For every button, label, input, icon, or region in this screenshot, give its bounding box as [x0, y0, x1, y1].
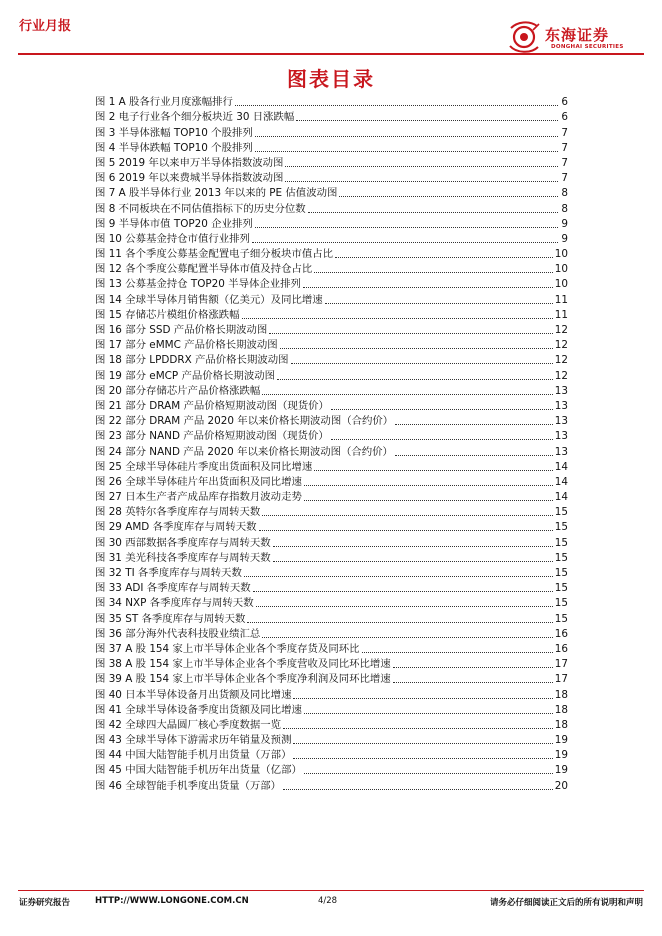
toc-entry-label: 图 6 2019 年以来费城半导体指数波动图	[95, 172, 284, 185]
toc-entry-label: 图 5 2019 年以来申万半导体指数波动图	[95, 156, 284, 169]
toc-entry-page: 10	[554, 248, 568, 261]
toc-entry-page: 15	[554, 521, 568, 534]
toc-entry-label: 图 39 A 股 154 家上市半导体企业各个季度净利润及同环比增速	[95, 673, 391, 686]
toc-entry[interactable]	[95, 549, 568, 564]
toc-entry-label: 图 7 A 股半导体行业 2013 年以来的 PE 估值波动图	[95, 187, 338, 200]
toc-entry[interactable]	[95, 139, 568, 154]
toc-dot-leader	[247, 622, 552, 623]
toc-dot-leader	[314, 272, 553, 273]
toc-entry[interactable]	[95, 716, 568, 731]
toc-dot-leader	[393, 682, 553, 683]
toc-dot-leader	[285, 181, 558, 182]
toc-entry-page: 17	[554, 673, 568, 686]
toc-dot-leader	[304, 773, 553, 774]
toc-dot-leader	[262, 637, 552, 638]
toc-entry[interactable]	[95, 594, 568, 609]
toc-dot-leader	[308, 212, 558, 213]
toc-dot-leader	[296, 120, 558, 121]
toc-entry-label: 图 25 全球半导体硅片季度出货面积及同比增速	[95, 460, 313, 473]
toc-entry-label: 图 41 全球半导体设备季度出货额及同比增速	[95, 703, 302, 716]
toc-entry[interactable]	[95, 230, 568, 245]
toc-entry-page: 9	[561, 232, 568, 245]
toc-entry-label: 图 35 ST 各季度库存与周转天数	[95, 612, 246, 625]
toc-entry-page: 13	[554, 399, 568, 412]
toc-entry-page: 7	[561, 141, 568, 154]
toc-entry[interactable]	[95, 533, 568, 548]
toc-entry[interactable]	[95, 245, 568, 260]
toc-entry-label: 图 1 A 股各行业月度涨幅排行	[95, 96, 233, 109]
toc-entry-page: 12	[554, 324, 568, 336]
toc-dot-leader	[304, 713, 553, 714]
donghai-logo-icon	[507, 20, 541, 54]
toc-entry[interactable]	[95, 154, 568, 169]
toc-entry-page: 7	[561, 156, 568, 169]
toc-entry-page: 7	[561, 172, 568, 185]
toc-entry-label: 图 18 部分 LPDDRX 产品价格长期波动图	[95, 354, 289, 367]
toc-dot-leader	[273, 546, 553, 547]
toc-entry[interactable]	[95, 108, 568, 123]
toc-entry[interactable]	[95, 442, 568, 457]
toc-dot-leader	[259, 530, 553, 531]
toc-dot-leader	[283, 728, 553, 729]
toc-entry-label: 图 33 ADI 各季度库存与周转天数	[95, 582, 251, 595]
toc-entry-label: 图 27 日本生产者产成品库存指数月波动走势	[95, 491, 302, 504]
toc-entry-page: 19	[554, 734, 568, 747]
toc-dot-leader	[293, 743, 552, 744]
toc-dot-leader	[273, 561, 553, 562]
toc-dot-leader	[325, 303, 553, 304]
toc-dot-leader	[269, 333, 552, 334]
toc-entry-label: 图 19 部分 eMCP 产品价格长期波动图	[95, 369, 275, 382]
toc-entry-label: 图 17 部分 eMMC 产品价格长期波动图	[95, 339, 278, 352]
toc-entry-label: 图 30 西部数据各季度库存与周转天数	[95, 536, 271, 549]
toc-entry-page: 14	[554, 491, 568, 504]
toc-entry-label: 图 14 全球半导体月销售额（亿美元）及同比增速	[95, 293, 323, 306]
toc-dot-leader	[280, 348, 553, 349]
toc-entry-label: 图 23 部分 NAND 产品价格短期波动图（现货价）	[95, 430, 329, 443]
toc-dot-leader	[393, 667, 553, 668]
toc-entry-page: 15	[554, 612, 568, 625]
toc-entry-page: 18	[554, 688, 568, 701]
toc-entry-page: 11	[554, 308, 568, 321]
toc-entry-label: 图 32 TI 各季度库存与周转天数	[95, 567, 242, 579]
toc-entry[interactable]	[95, 746, 568, 761]
toc-entry-page: 19	[554, 764, 568, 777]
toc-entry[interactable]	[95, 169, 568, 184]
toc-entry-page: 14	[554, 460, 568, 473]
toc-dot-leader	[262, 394, 552, 395]
toc-entry-page: 20	[554, 779, 568, 792]
toc-entry[interactable]	[95, 518, 568, 533]
toc-entry-label: 图 15 存储芯片模组价格涨跌幅	[95, 308, 240, 321]
toc-entry-label: 图 12 各个季度公募配置半导体市值及持仓占比	[95, 263, 313, 276]
toc-entry-label: 图 13 公募基金持仓 TOP20 半导体企业排列	[95, 278, 301, 291]
toc-entry[interactable]	[95, 761, 568, 776]
toc-entry[interactable]	[95, 412, 568, 427]
toc-entry-page: 17	[554, 658, 568, 671]
toc-entry-label: 图 37 A 股 154 家上市半导体企业各个季度存货及同环比	[95, 642, 360, 655]
toc-entry-page: 15	[554, 506, 568, 519]
toc-entry-label: 图 31 美光科技各季度库存与周转天数	[95, 551, 271, 564]
toc-entry-label: 图 24 部分 NAND 产品 2020 年以来价格长期波动图（合约价）	[95, 445, 393, 458]
toc-entry-page: 16	[554, 627, 568, 640]
toc-entry[interactable]	[95, 670, 568, 685]
footer-website-link[interactable]: HTTP://WWW.LONGONE.COM.CN	[95, 896, 249, 906]
toc-entry[interactable]	[95, 336, 568, 351]
toc-dot-leader	[244, 576, 553, 577]
toc-entry[interactable]	[95, 655, 568, 670]
toc-dot-leader	[331, 439, 553, 440]
toc-dot-leader	[283, 789, 553, 790]
toc-dot-leader	[277, 379, 553, 380]
toc-dot-leader	[235, 105, 558, 106]
toc-entry-label: 图 4 半导体跌幅 TOP10 个股排列	[95, 141, 253, 154]
toc-entry-page: 7	[561, 126, 568, 139]
section-label: 行业月报	[19, 19, 72, 34]
toc-entry-page: 9	[561, 217, 568, 230]
toc-entry[interactable]	[95, 427, 568, 442]
toc-entry-page: 15	[554, 567, 568, 579]
toc-entry-label: 图 16 部分 SSD 产品价格长期波动图	[95, 324, 268, 336]
toc-entry[interactable]	[95, 458, 568, 473]
company-logo	[507, 20, 647, 56]
toc-entry-label: 图 44 中国大陆智能手机月出货量（万部）	[95, 749, 292, 762]
toc-entry-page: 19	[554, 749, 568, 762]
toc-entry-label: 图 29 AMD 各季度库存与周转天数	[95, 521, 257, 534]
toc-entry[interactable]	[95, 382, 568, 397]
toc-dot-leader	[331, 409, 553, 410]
toc-dot-leader	[285, 166, 558, 167]
toc-entry-label: 图 46 全球智能手机季度出货量（万部）	[95, 779, 282, 792]
toc-entry[interactable]	[95, 306, 568, 321]
toc-dot-leader	[255, 136, 558, 137]
toc-dot-leader	[256, 606, 553, 607]
toc-entry[interactable]	[95, 397, 568, 412]
toc-entry[interactable]	[95, 321, 568, 336]
toc-entry-page: 6	[561, 111, 568, 124]
toc-entry[interactable]	[95, 351, 568, 366]
toc-entry[interactable]	[95, 731, 568, 746]
toc-entry[interactable]	[95, 93, 568, 108]
toc-entry-label: 图 36 部分海外代表科技股业绩汇总	[95, 627, 261, 640]
logo-chinese-name: 东海证券	[545, 26, 610, 44]
toc-entry[interactable]	[95, 473, 568, 488]
toc-entry-label: 图 20 部分存储芯片产品价格涨跌幅	[95, 384, 261, 397]
toc-entry-label: 图 11 各个季度公募基金配置电子细分板块市值占比	[95, 248, 334, 261]
toc-entry-page: 13	[554, 445, 568, 458]
table-of-figures	[95, 93, 568, 792]
footer-page-number: 4/28	[318, 896, 338, 906]
toc-dot-leader	[339, 196, 558, 197]
toc-entry-label: 图 28 英特尔各季度库存与周转天数	[95, 506, 261, 519]
toc-entry[interactable]	[95, 366, 568, 381]
toc-entry-label: 图 43 全球半导体下游需求历年销量及预测	[95, 734, 292, 747]
toc-dot-leader	[262, 515, 552, 516]
toc-entry-label: 图 3 半导体涨幅 TOP10 个股排列	[95, 126, 253, 139]
toc-entry-page: 15	[554, 597, 568, 610]
toc-dot-leader	[304, 500, 553, 501]
toc-entry-page: 16	[554, 642, 568, 655]
toc-entry-page: 12	[554, 339, 568, 352]
toc-entry[interactable]	[95, 503, 568, 518]
toc-entry-page: 13	[554, 384, 568, 397]
toc-entry-page: 6	[561, 96, 568, 109]
toc-entry[interactable]	[95, 685, 568, 700]
toc-dot-leader	[362, 652, 553, 653]
toc-entry-label: 图 45 中国大陆智能手机历年出货量（亿部）	[95, 764, 302, 777]
toc-entry-label: 图 40 日本半导体设备月出货额及同比增速	[95, 688, 292, 701]
toc-dot-leader	[253, 591, 553, 592]
toc-entry[interactable]	[95, 579, 568, 594]
toc-entry[interactable]	[95, 776, 568, 791]
toc-entry-page: 13	[554, 430, 568, 443]
toc-entry-label: 图 21 部分 DRAM 产品价格短期波动图（现货价）	[95, 399, 329, 412]
toc-entry[interactable]	[95, 564, 568, 579]
toc-dot-leader	[293, 698, 552, 699]
toc-entry-label: 图 34 NXP 各季度库存与周转天数	[95, 597, 254, 610]
toc-dot-leader	[304, 485, 553, 486]
toc-dot-leader	[255, 151, 558, 152]
toc-entry-page: 18	[554, 703, 568, 716]
toc-entry-page: 15	[554, 582, 568, 595]
toc-entry-label: 图 10 公募基金持仓市值行业排列	[95, 232, 250, 245]
toc-entry[interactable]	[95, 609, 568, 624]
toc-dot-leader	[291, 363, 553, 364]
logo-english-name: DONGHAI SECURITIES	[551, 44, 624, 50]
toc-dot-leader	[335, 257, 553, 258]
toc-entry[interactable]	[95, 488, 568, 503]
toc-entry-page: 15	[554, 536, 568, 549]
toc-entry[interactable]	[95, 275, 568, 290]
toc-entry-page: 8	[561, 187, 568, 200]
toc-entry-label: 图 42 全球四大晶圆厂核心季度数据一览	[95, 718, 282, 731]
toc-entry[interactable]	[95, 625, 568, 640]
footer-divider	[18, 890, 644, 891]
toc-entry-page: 12	[554, 354, 568, 367]
toc-dot-leader	[293, 758, 552, 759]
toc-dot-leader	[252, 242, 558, 243]
toc-entry-label: 图 26 全球半导体硅片年出货面积及同比增速	[95, 475, 302, 488]
toc-entry[interactable]	[95, 215, 568, 230]
toc-entry[interactable]	[95, 290, 568, 305]
toc-entry-page: 14	[554, 475, 568, 488]
page-title: 图表目录	[287, 67, 375, 91]
toc-entry-page: 8	[561, 202, 568, 215]
toc-entry[interactable]	[95, 260, 568, 275]
toc-entry-label: 图 38 A 股 154 家上市半导体企业各个季度营收及同比环比增速	[95, 658, 391, 671]
toc-entry-page: 15	[554, 551, 568, 564]
toc-entry-label: 图 8 不同板块在不同估值指标下的历史分位数	[95, 202, 306, 215]
header-divider	[18, 53, 644, 55]
toc-dot-leader	[395, 455, 553, 456]
toc-dot-leader	[395, 424, 553, 425]
toc-entry-page: 10	[554, 263, 568, 276]
toc-entry-page: 10	[554, 278, 568, 291]
footer-disclaimer: 请务必仔细阅读正文后的所有说明和声明	[489, 898, 643, 908]
toc-dot-leader	[314, 470, 553, 471]
toc-entry-label: 图 9 半导体市值 TOP20 企业排列	[95, 217, 253, 230]
toc-entry-page: 13	[554, 415, 568, 428]
toc-dot-leader	[303, 287, 553, 288]
toc-entry-label: 图 2 电子行业各个细分板块近 30 日涨跌幅	[95, 111, 295, 124]
toc-entry-page: 12	[554, 369, 568, 382]
toc-entry[interactable]	[95, 184, 568, 199]
toc-entry-page: 11	[554, 293, 568, 306]
footer-report-type: 证券研究报告	[19, 898, 71, 908]
toc-dot-leader	[255, 227, 558, 228]
toc-entry-label: 图 22 部分 DRAM 产品 2020 年以来价格长期波动图（合约价）	[95, 415, 394, 428]
toc-entry[interactable]	[95, 199, 568, 214]
toc-entry[interactable]	[95, 701, 568, 716]
toc-entry-page: 18	[554, 718, 568, 731]
toc-entry[interactable]	[95, 640, 568, 655]
toc-dot-leader	[242, 318, 553, 319]
toc-entry[interactable]	[95, 123, 568, 138]
